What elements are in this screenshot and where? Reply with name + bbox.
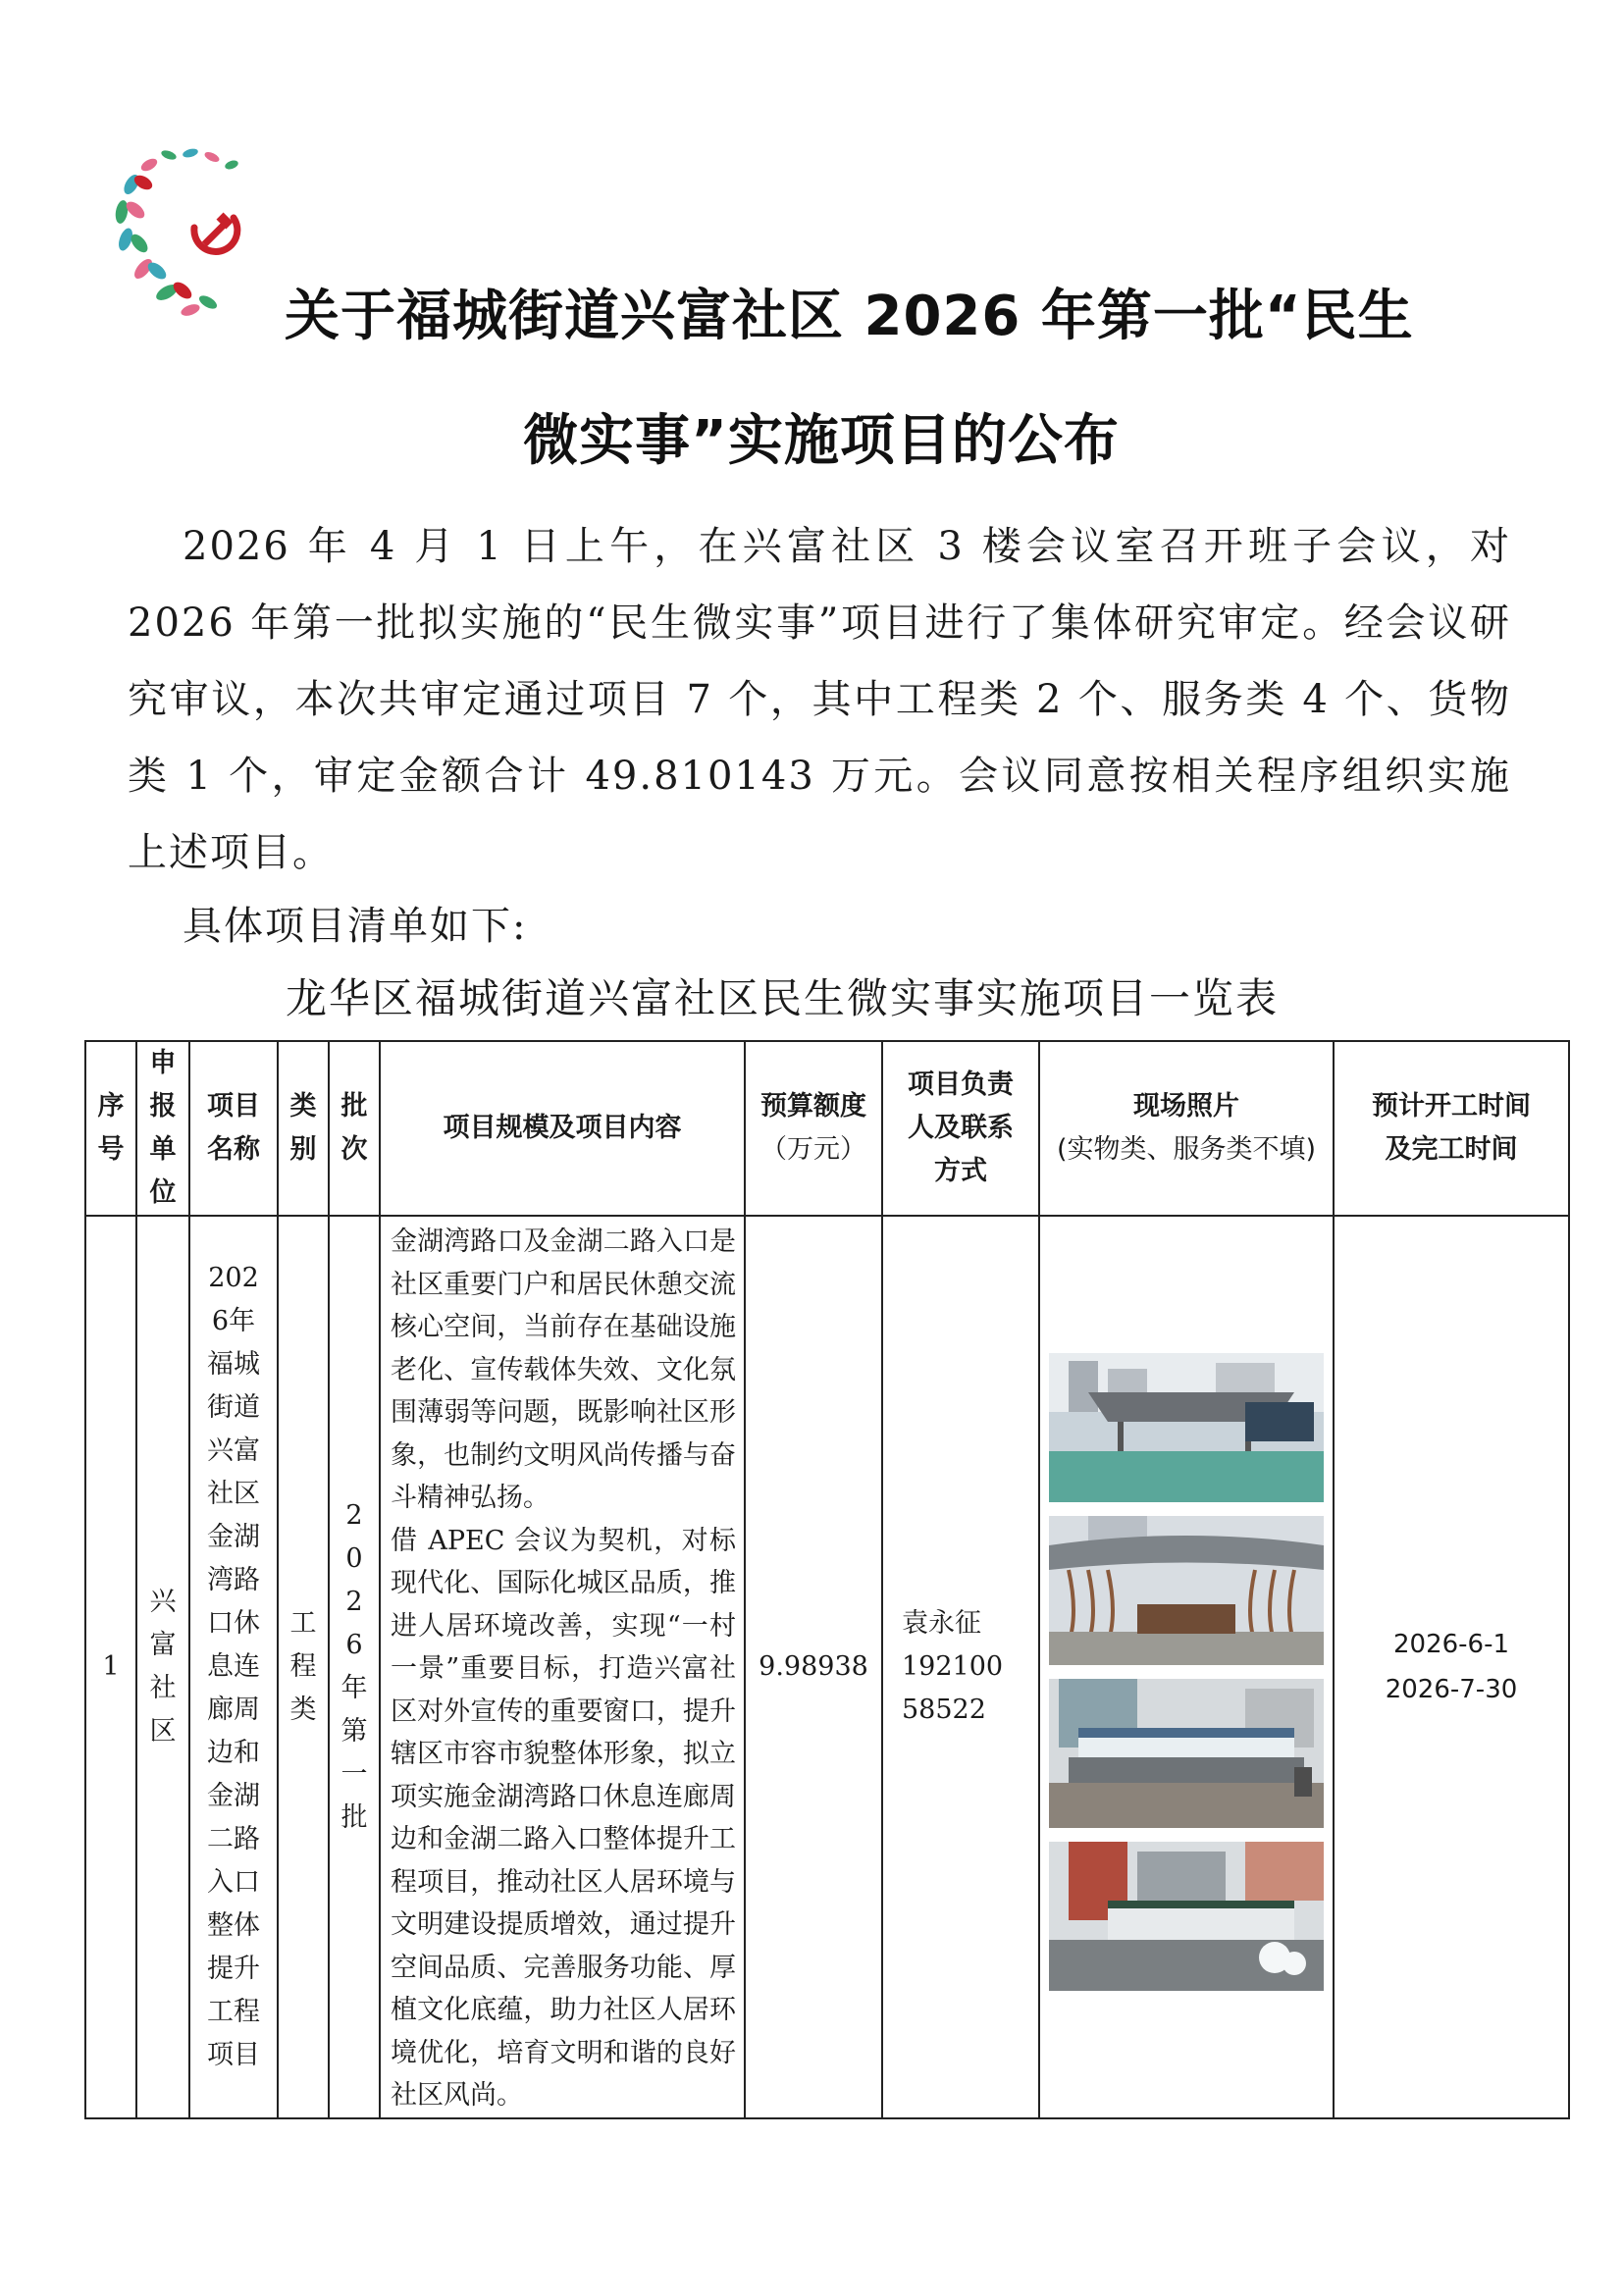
content-paragraph-1: 金湖湾路口及金湖二路入口是社区重要门户和居民休憩交流核心空间，当前存在基础设施老化、宣传载体失效、文化氛围薄弱等问题，既影响社区形象，也制约文明风尚传播与奋斗精神弘扬。 [391, 1226, 736, 1513]
header-seq: 序号 [85, 1041, 136, 1216]
site-photo-3 [1049, 1679, 1324, 1828]
header-photos-note: (实物类、服务类不填) [1056, 1134, 1317, 1165]
header-category: 类别 [278, 1041, 329, 1216]
community-heart-logo-icon [110, 145, 257, 322]
start-date: 2026-6-1 [1392, 1629, 1509, 1659]
table-caption: 龙华区福城街道兴富社区民生微实事实施项目一览表 [285, 974, 1279, 1022]
cell-contact [882, 1216, 1039, 2118]
cell-name: 2026年福城街道兴富社区金湖湾路口休息连廊周边和金湖二路入口整体提升工程项目 [189, 1216, 278, 2118]
site-photo-4 [1049, 1842, 1324, 1991]
header-time: 预计开工时间及完工时间 [1334, 1041, 1569, 1216]
site-photo-2 [1049, 1516, 1324, 1665]
cell-time [1334, 1216, 1569, 2118]
intro-paragraph: 2026 年 4 月 1 日上午，在兴富社区 3 楼会议室召开班子会议，对 2026 年第一批拟实施的“民生微实事”项目进行了集体研究审定。经会议研究审议，本次共审定通过项目 7 个，其中工程类 2 个、服务类 4 个、货物类 1 个，审定金额合计 49.810143 万元。会议同意按相关程序组织实施上述项目。 [128, 524, 1511, 875]
cell-batch: 2026年第一批 [329, 1216, 380, 2118]
contact-phone: 19210058522 [902, 1650, 1004, 1725]
header-budget-label: 预算额度 [760, 1091, 866, 1122]
header-photos [1039, 1041, 1334, 1216]
cell-unit: 兴富社区 [136, 1216, 189, 2118]
page-title-line-1: 关于福城街道兴富社区 2026 年第一批“民生 [285, 285, 1414, 348]
contact-name: 袁永征 [902, 1607, 981, 1639]
cell-photos [1039, 1216, 1334, 2118]
end-date: 2026-7-30 [1385, 1674, 1518, 1704]
header-batch: 批次 [329, 1041, 380, 1216]
header-contact: 项目负责人及联系方式 [882, 1041, 1039, 1216]
table-header-row [85, 1041, 1569, 1216]
table-row [85, 1216, 1569, 2118]
page-title-line-2: 微实事”实施项目的公布 [523, 409, 1120, 473]
cell-content [380, 1216, 745, 2118]
header-content: 项目规模及项目内容 [380, 1041, 745, 1216]
header-name: 项目名称 [189, 1041, 278, 1216]
content-paragraph-2: 借 APEC 会议为契机，对标现代化、国际化城区品质，推进人居环境改善，实现“一村一景”重要目标，打造兴富社区对外宣传的重要窗口，提升辖区市容市貌整体形象，拟立项实施金湖湾路口休息连廊周边和金湖二路入口整体提升工程项目，推动社区人居环境与文明建设提质增效，通过提升空间品质、完善服务功能、厚植文化底蕴，助力社区人居环境优化，培育文明和谐的良好社区风尚。 [391, 1525, 736, 2111]
cell-category: 工程类 [278, 1216, 329, 2118]
header-photos-label: 现场照片 [1133, 1091, 1239, 1122]
site-photo-1 [1049, 1353, 1324, 1502]
project-table [84, 1040, 1570, 2119]
list-intro: 具体项目清单如下: [183, 904, 528, 949]
header-budget-unit: （万元） [760, 1134, 866, 1165]
header-unit: 申报单位 [136, 1041, 189, 1216]
cell-budget: 9.98938 [745, 1216, 882, 2118]
cell-seq: 1 [85, 1216, 136, 2118]
party-emblem-icon [194, 213, 237, 252]
header-budget [745, 1041, 882, 1216]
